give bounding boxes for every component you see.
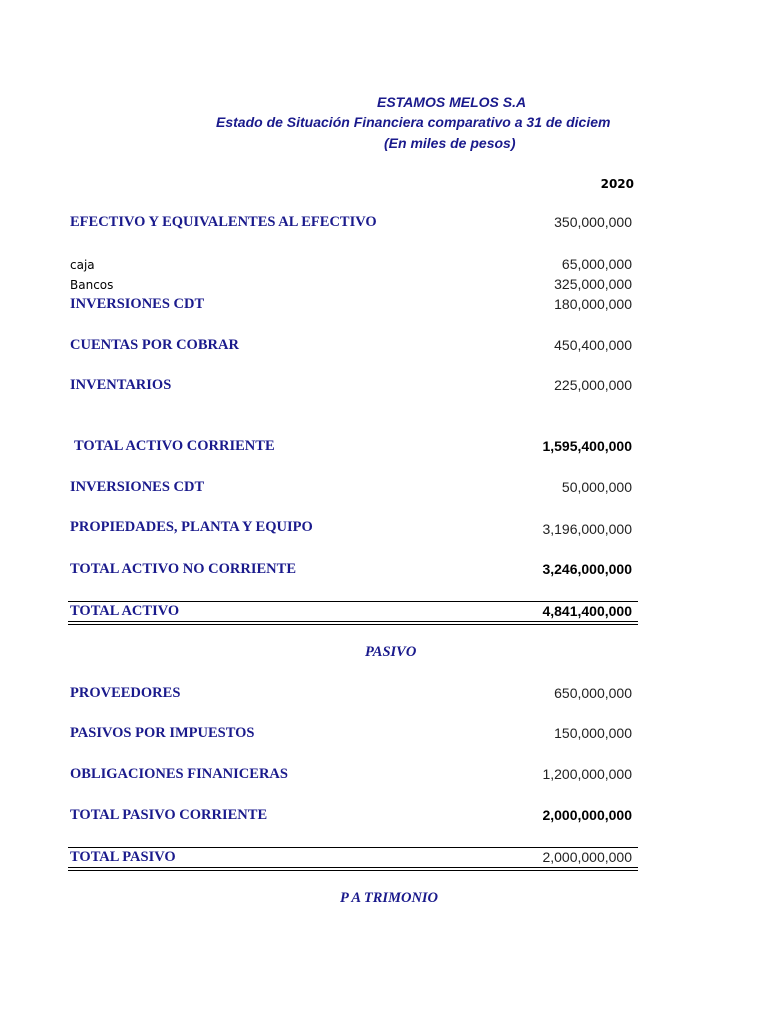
row-value: 3,246,000,000 <box>542 561 632 577</box>
row-label: Bancos <box>70 278 114 292</box>
year-header: 2020 <box>600 177 634 191</box>
row-cuentas-cobrar <box>68 337 638 355</box>
row-obligaciones <box>68 766 638 784</box>
patrimonio-heading: P A TRIMONIO <box>340 890 439 906</box>
row-total-activo-corriente <box>68 438 638 456</box>
row-label: CUENTAS POR COBRAR <box>70 337 239 353</box>
row-label: PASIVOS POR IMPUESTOS <box>70 725 255 741</box>
row-efectivo <box>68 214 638 232</box>
row-label: caja <box>70 258 95 272</box>
row-total-pasivo-corriente <box>68 807 638 825</box>
double-underline <box>68 867 638 871</box>
row-label: INVENTARIOS <box>70 377 172 393</box>
row-value: 450,400,000 <box>554 337 632 353</box>
row-label: PROPIEDADES, PLANTA Y EQUIPO <box>70 519 313 535</box>
row-proveedores <box>68 685 638 703</box>
row-impuestos <box>68 725 638 743</box>
row-caja <box>68 256 638 274</box>
row-ppe <box>68 519 638 537</box>
row-inventarios <box>68 377 638 395</box>
row-inversiones-cdt-nc <box>68 479 638 497</box>
row-value: 1,200,000,000 <box>542 766 632 782</box>
row-label: TOTAL PASIVO CORRIENTE <box>70 807 268 823</box>
row-value: 325,000,000 <box>554 276 632 292</box>
pasivo-heading: PASIVO <box>365 644 417 660</box>
row-value: 225,000,000 <box>554 377 632 393</box>
row-bancos <box>68 276 638 294</box>
row-value: 650,000,000 <box>554 685 632 701</box>
row-total-activo-no-corriente <box>68 561 638 579</box>
row-label: EFECTIVO Y EQUIVALENTES AL EFECTIVO <box>70 214 377 230</box>
row-label: INVERSIONES CDT <box>70 479 205 495</box>
row-value: 2,000,000,000 <box>542 849 632 865</box>
row-label: TOTAL ACTIVO <box>70 603 180 619</box>
row-inversiones-cdt <box>68 296 638 314</box>
company-name: ESTAMOS MELOS S.A <box>377 94 527 110</box>
statement-title: Estado de Situación Financiera comparativo a 31 de diciem <box>216 114 611 130</box>
row-value: 1,595,400,000 <box>542 438 632 454</box>
row-value: 4,841,400,000 <box>542 603 632 619</box>
row-value: 350,000,000 <box>554 214 632 230</box>
row-total-activo <box>68 601 638 622</box>
row-label: INVERSIONES CDT <box>70 296 205 312</box>
row-label: PROVEEDORES <box>70 685 181 701</box>
row-label: TOTAL ACTIVO CORRIENTE <box>74 438 275 454</box>
units-note: (En miles de pesos) <box>384 135 516 151</box>
row-value: 2,000,000,000 <box>542 807 632 823</box>
row-label: TOTAL ACTIVO NO CORRIENTE <box>70 561 296 577</box>
row-total-pasivo <box>68 847 638 868</box>
row-value: 150,000,000 <box>554 725 632 741</box>
row-label: OBLIGACIONES FINANICERAS <box>70 766 288 782</box>
row-value: 3,196,000,000 <box>542 521 632 537</box>
row-label: TOTAL PASIVO <box>70 849 176 865</box>
row-value: 50,000,000 <box>561 479 632 495</box>
row-value: 65,000,000 <box>561 256 632 272</box>
double-underline <box>68 621 638 625</box>
row-value: 180,000,000 <box>554 296 632 312</box>
